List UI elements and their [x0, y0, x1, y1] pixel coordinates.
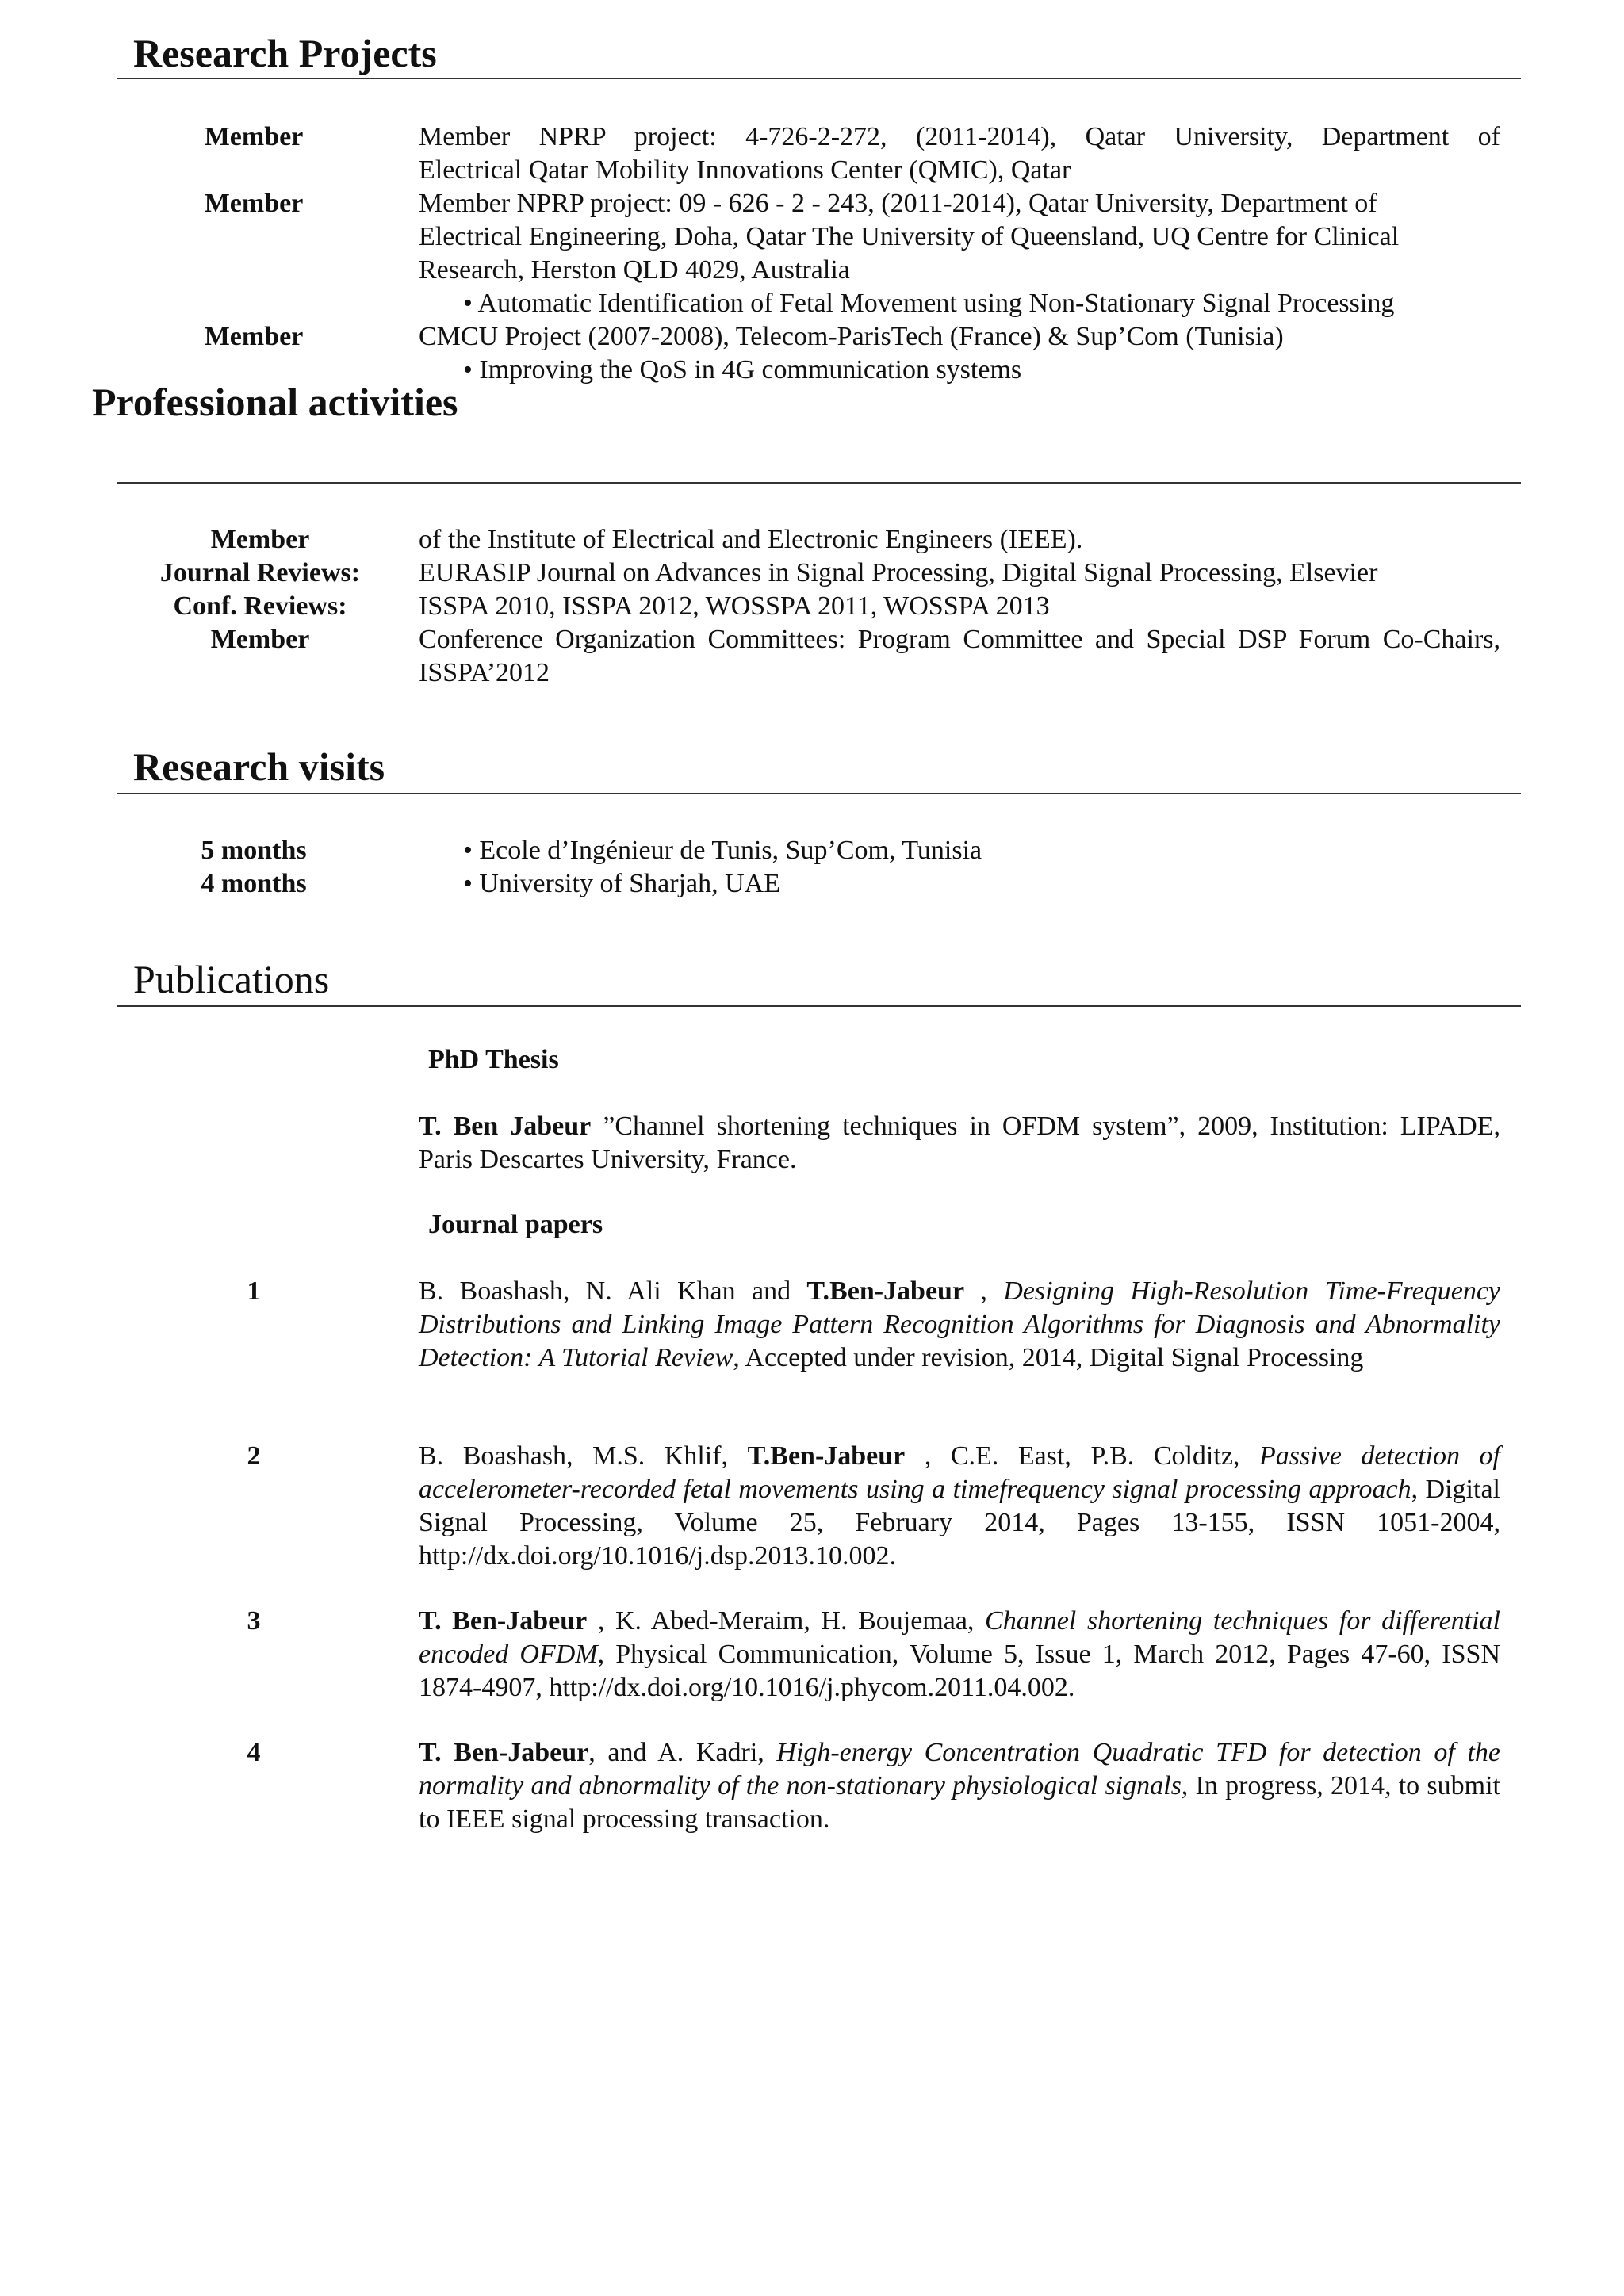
- phd-thesis-entry: T. Ben Jabeur ”Channel shortening techniques in OFDM system”, 2009, Institution: LIPADE, Paris Descartes University, France.: [419, 1112, 1500, 1174]
- phd-thesis-heading: PhD Thesis: [428, 1045, 559, 1074]
- section-title-professional-activities: Professional activities: [92, 380, 458, 424]
- activity-label: Journal Reviews:: [159, 558, 361, 587]
- section-rule: [117, 1005, 1521, 1007]
- activity-text: ISSPA 2010, ISSPA 2012, WOSSPA 2011, WOSSPA 2013: [419, 591, 1050, 621]
- project-description: Member NPRP project: 4-726-2-272, (2011-2014), Qatar University, Department of Electrical Qatar Mobility Innovations Center (QMIC), Qatar: [419, 122, 1500, 185]
- paper-number: 2: [247, 1441, 261, 1471]
- visit-duration: 4 months: [201, 869, 307, 898]
- project-description: CMCU Project (2007-2008), Telecom-ParisTech (France) & Sup’Com (Tunisia) • Improving the QoS in 4G communication systems: [419, 320, 1500, 387]
- section-title-publications: Publications: [133, 957, 330, 1001]
- paper-number: 1: [247, 1276, 261, 1306]
- visit-place: • Ecole d’Ingénieur de Tunis, Sup’Com, Tunisia: [463, 836, 982, 865]
- project-description: Member NPRP project: 09 - 626 - 2 - 243, (2011-2014), Qatar University, Department of Electrical Engineering, Doha, Qatar The University of Queensland, UQ Centre for Clinical Research, Herston QLD 4029, Australia • Automatic Identification of Fetal Movement using Non-Stationary Signal Processing: [419, 187, 1500, 320]
- paper-citation: T. Ben-Jabeur, and A. Kadri, High-energy Concentration Quadratic TFD for detection of the normality and abnormality of the non-stationary physiological signals, In progress, 2014, to submit to IEEE signal processing transaction.: [419, 1738, 1500, 1834]
- project-bullet: • Automatic Identification of Fetal Movement using Non-Stationary Signal Processing: [463, 289, 1395, 318]
- project-role: Member: [204, 189, 304, 218]
- project-role: Member: [204, 322, 304, 351]
- activity-text: of the Institute of Electrical and Electronic Engineers (IEEE).: [419, 525, 1083, 554]
- section-rule: [117, 78, 1521, 79]
- paper-number: 3: [247, 1606, 261, 1636]
- journal-papers-heading: Journal papers: [428, 1210, 603, 1239]
- paper-citation: T. Ben-Jabeur , K. Abed-Meraim, H. Boujemaa, Channel shortening techniques for differential encoded OFDM, Physical Communication, Volume 5, Issue 1, March 2012, Pages 47-60, ISSN 1874-4907, http://dx.doi.org/10.1016/j.phycom.2011.04.002.: [419, 1606, 1500, 1702]
- activity-label: Conf. Reviews:: [173, 591, 347, 621]
- section-title-research-visits: Research visits: [133, 744, 385, 789]
- activity-label: Member: [210, 625, 310, 654]
- activity-label: Member: [210, 525, 310, 554]
- visit-place: • University of Sharjah, UAE: [463, 869, 780, 898]
- paper-citation: B. Boashash, N. Ali Khan and T.Ben-Jabeur , Designing High-Resolution Time-Frequency Distributions and Linking Image Pattern Recognition Algorithms for Diagnosis and Abnormality Detection: A Tutorial Review, Accepted under revision, 2014, Digital Signal Processing: [419, 1276, 1500, 1372]
- project-role: Member: [204, 122, 304, 151]
- paper-citation: B. Boashash, M.S. Khlif, T.Ben-Jabeur , C.E. East, P.B. Colditz, Passive detection of accelerometer-recorded fetal movements using a timefrequency signal processing approach, Digital Signal Processing, Volume 25, February 2014, Pages 13-155, ISSN 1051-2004, http://dx.doi.org/10.1016/j.dsp.2013.10.002.: [419, 1441, 1500, 1571]
- activity-text: Conference Organization Committees: Program Committee and Special DSP Forum Co-Chairs, ISSPA’2012: [419, 625, 1500, 687]
- section-rule: [117, 793, 1521, 794]
- section-title-research-projects: Research Projects: [133, 31, 437, 75]
- project-bullet: • Improving the QoS in 4G communication systems: [463, 355, 1022, 385]
- paper-number: 4: [247, 1738, 261, 1767]
- visit-duration: 5 months: [201, 836, 307, 865]
- section-rule: [117, 482, 1521, 484]
- activity-text: EURASIP Journal on Advances in Signal Processing, Digital Signal Processing, Elsevier: [419, 558, 1378, 587]
- phd-author: T. Ben Jabeur: [419, 1112, 592, 1141]
